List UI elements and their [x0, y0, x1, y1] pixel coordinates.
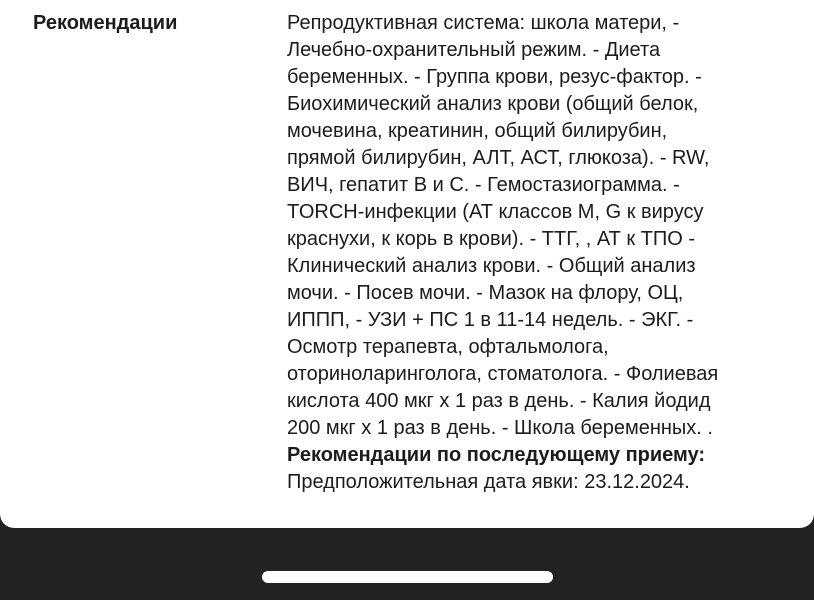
next-visit-date: Предположительная дата явки: 23.12.2024.: [287, 471, 690, 493]
recommendation-line: краснухи, к корь в крови). - ТТГ, , АТ к ТПО -: [287, 228, 696, 250]
recommendation-line: прямой билирубин, АЛТ, АСТ, глюкоза). - RW,: [287, 147, 710, 169]
recommendation-line: кислота 400 мкг х 1 раз в день. - Калия йодид: [287, 390, 711, 412]
recommendations-label: Рекомендации: [33, 12, 178, 34]
next-visit-heading: Рекомендации по последующему приему:: [287, 444, 706, 466]
recommendation-line: Осмотр терапевта, офтальмолога,: [287, 336, 609, 358]
recommendation-line: Лечебно-охранительный режим. - Диета: [287, 39, 661, 61]
recommendation-line: TORCH-инфекции (АТ классов M, G к вирусу: [287, 201, 704, 223]
home-indicator[interactable]: [262, 571, 553, 583]
recommendation-line: 200 мкг х 1 раз в день. - Школа беременных. .: [287, 417, 713, 439]
recommendation-line: мочевина, креатинин, общий билирубин,: [287, 120, 668, 142]
recommendation-line: оториноларинголога, стоматолога. - Фолиевая: [287, 363, 719, 385]
recommendations-value: [287, 10, 787, 496]
recommendation-line: Репродуктивная система: школа матери, -: [287, 12, 680, 34]
recommendation-line: ИППП, - УЗИ + ПС 1 в 11-14 недель. - ЭКГ. -: [287, 309, 694, 331]
recommendation-line: мочи. - Посев мочи. - Мазок на флору, ОЦ,: [287, 282, 684, 304]
recommendation-line: Клинический анализ крови. - Общий анализ: [287, 255, 696, 277]
recommendation-line: беременных. - Группа крови, резус-фактор. -: [287, 66, 702, 88]
recommendation-line: Биохимический анализ крови (общий белок,: [287, 93, 699, 115]
recommendation-line: ВИЧ, гепатит B и C. - Гемостазиограмма. -: [287, 174, 680, 196]
